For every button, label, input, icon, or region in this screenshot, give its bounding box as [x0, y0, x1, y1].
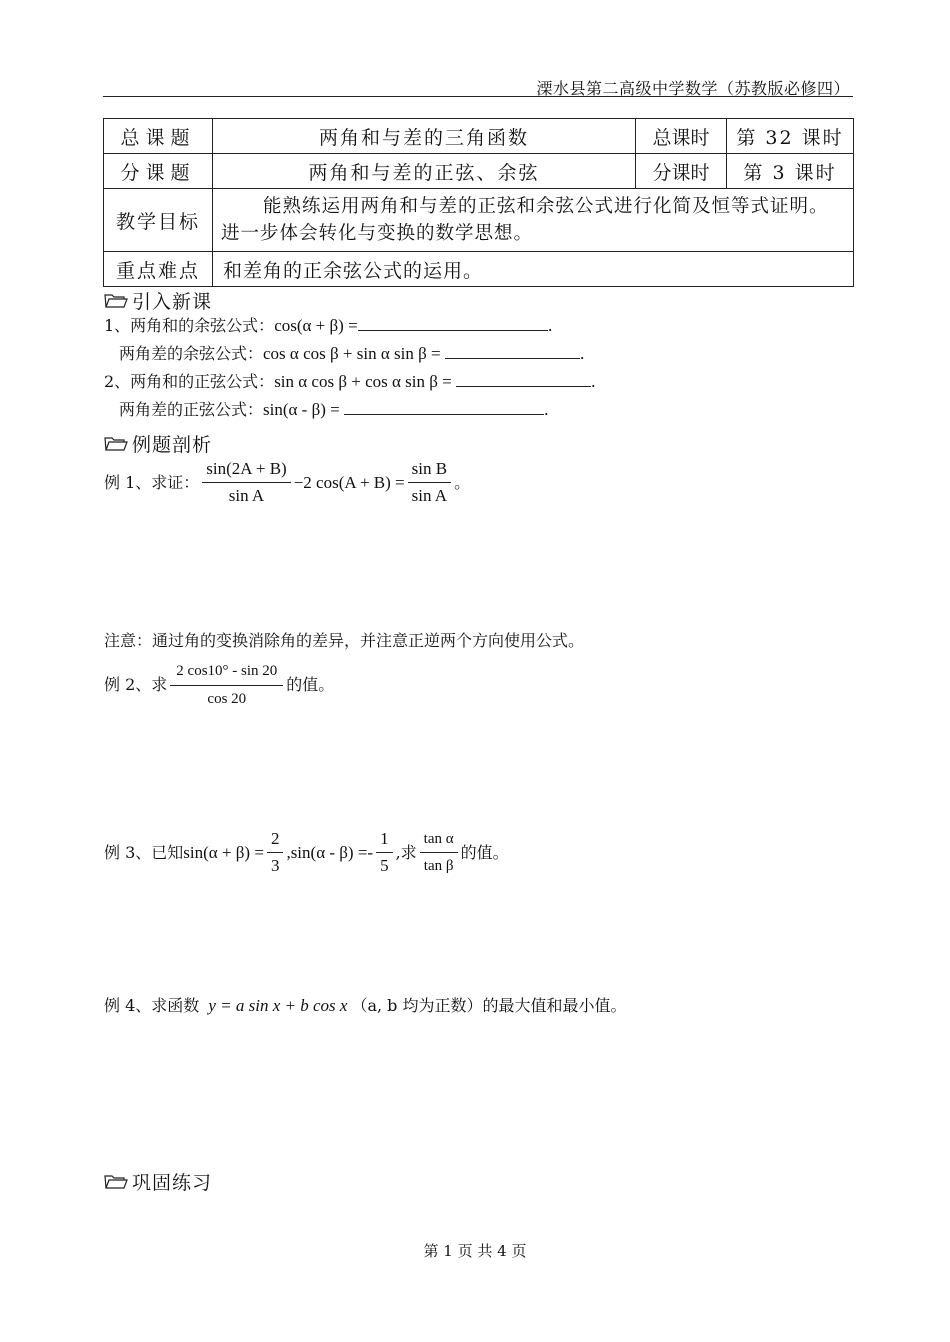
key-points-text: 和差角的正余弦公式的运用。 [213, 252, 854, 287]
intro-line-4-formula: sin(α - β) = [263, 400, 340, 419]
intro-line-1-formula: cos(α + β) = [274, 316, 358, 335]
answer-blank[interactable] [445, 344, 580, 359]
fraction-denominator: sin A [411, 486, 448, 505]
total-topic-value: 两角和与差的三角函数 [213, 119, 636, 154]
fraction-denominator: tan β [423, 858, 454, 874]
fraction [202, 458, 290, 507]
fraction-numerator: sin(2A + B) [202, 458, 290, 483]
lesson-info-table [103, 118, 854, 287]
section-practice [104, 1168, 212, 1195]
intro-line-1-label: 1、两角和的余弦公式： [104, 316, 275, 335]
period: . [547, 316, 553, 335]
sub-hours-value: 第 3 课时 [727, 154, 854, 189]
example-1 [104, 458, 470, 507]
intro-line-1 [104, 315, 553, 337]
example-1-label: 例 1、求证： [104, 472, 200, 492]
fraction [408, 458, 451, 507]
example-3 [104, 828, 509, 877]
folder-icon [104, 293, 128, 309]
fraction-denominator: cos 20 [207, 691, 247, 707]
intro-line-4 [119, 399, 549, 421]
answer-blank[interactable] [344, 400, 544, 415]
fraction-numerator: tan α [420, 828, 458, 853]
fraction-numerator: 2 cos10° - sin 20 [170, 660, 283, 686]
example-4 [104, 995, 627, 1017]
total-hours-label: 总课时 [636, 119, 727, 154]
example-3-part-2: ,sin(α - β) =- [286, 842, 374, 862]
intro-line-3-label: 2、两角和的正弦公式： [104, 372, 275, 391]
section-intro [104, 287, 212, 314]
example-2 [104, 660, 334, 710]
example-2-label: 例 2、求 [104, 675, 168, 694]
section-examples [104, 430, 212, 457]
page-footer: 第 1 页 共 4 页 [423, 1242, 527, 1260]
example-1-end: 。 [454, 472, 471, 492]
total-topic-label: 总课题 [104, 119, 213, 154]
fraction [267, 828, 284, 877]
key-points-label: 重点难点 [104, 252, 213, 287]
period: . [579, 344, 585, 363]
intro-line-4-label: 两角差的正弦公式： [119, 400, 264, 419]
fraction-numerator: sin B [408, 458, 451, 483]
example-4-formula: y = a sin x + b cos x [208, 996, 348, 1015]
fraction-denominator: 3 [270, 856, 280, 875]
answer-blank[interactable] [456, 372, 591, 387]
goal-label: 教学目标 [104, 189, 213, 252]
period: . [590, 372, 596, 391]
page-header: 溧水县第二高级中学数学（苏教版必修四） [536, 79, 850, 98]
intro-line-2-formula: cos α cos β + sin α sin β = [263, 344, 441, 363]
sub-topic-label: 分课题 [104, 154, 213, 189]
example-3-part-3: ,求 [395, 842, 417, 862]
example-2-end: 的值。 [286, 675, 335, 694]
table-row [104, 154, 854, 189]
example-3-part-1: sin(α + β) = [183, 842, 264, 862]
folder-icon [104, 436, 128, 452]
header-rule [103, 96, 853, 97]
section-examples-title: 例题剖析 [132, 434, 213, 456]
sub-topic-value: 两角和与差的正弦、余弦 [213, 154, 636, 189]
folder-icon [104, 1174, 128, 1190]
table-row [104, 119, 854, 154]
fraction [170, 660, 283, 710]
example-3-label: 例 3、已知 [104, 842, 184, 862]
example-3-end: 的值。 [460, 842, 509, 862]
fraction-numerator: 2 [267, 828, 284, 853]
example-4-label: 例 4、求函数 [104, 996, 200, 1015]
goal-text: 能熟练运用两角和与差的正弦和余弦公式进行化简及恒等式证明。进一步体会转化与变换的数学思想。 [213, 189, 854, 252]
fraction [376, 828, 393, 877]
intro-line-2 [119, 343, 585, 365]
intro-line-3-formula: sin α cos β + cos α sin β = [274, 372, 452, 391]
fraction-denominator: 5 [380, 856, 389, 875]
intro-line-2-label: 两角差的余弦公式： [119, 344, 264, 363]
answer-blank[interactable] [358, 316, 548, 331]
period: . [543, 400, 549, 419]
intro-line-3 [104, 371, 596, 393]
table-row [104, 252, 854, 287]
sub-hours-label: 分课时 [636, 154, 727, 189]
example-4-condition: （a, b 均为正数）的最大值和最小值。 [351, 996, 627, 1015]
section-intro-title: 引入新课 [132, 291, 213, 313]
fraction [420, 828, 458, 877]
fraction-numerator: 1 [376, 828, 393, 853]
example-1-middle: −2 cos(A + B) = [293, 472, 405, 492]
total-hours-value: 第 32 课时 [727, 119, 854, 154]
fraction-denominator: sin A [228, 486, 265, 505]
section-practice-title: 巩固练习 [132, 1172, 213, 1194]
note-text: 注意：通过角的变换消除角的差异，并注意正逆两个方向使用公式。 [104, 631, 585, 650]
table-row [104, 189, 854, 252]
